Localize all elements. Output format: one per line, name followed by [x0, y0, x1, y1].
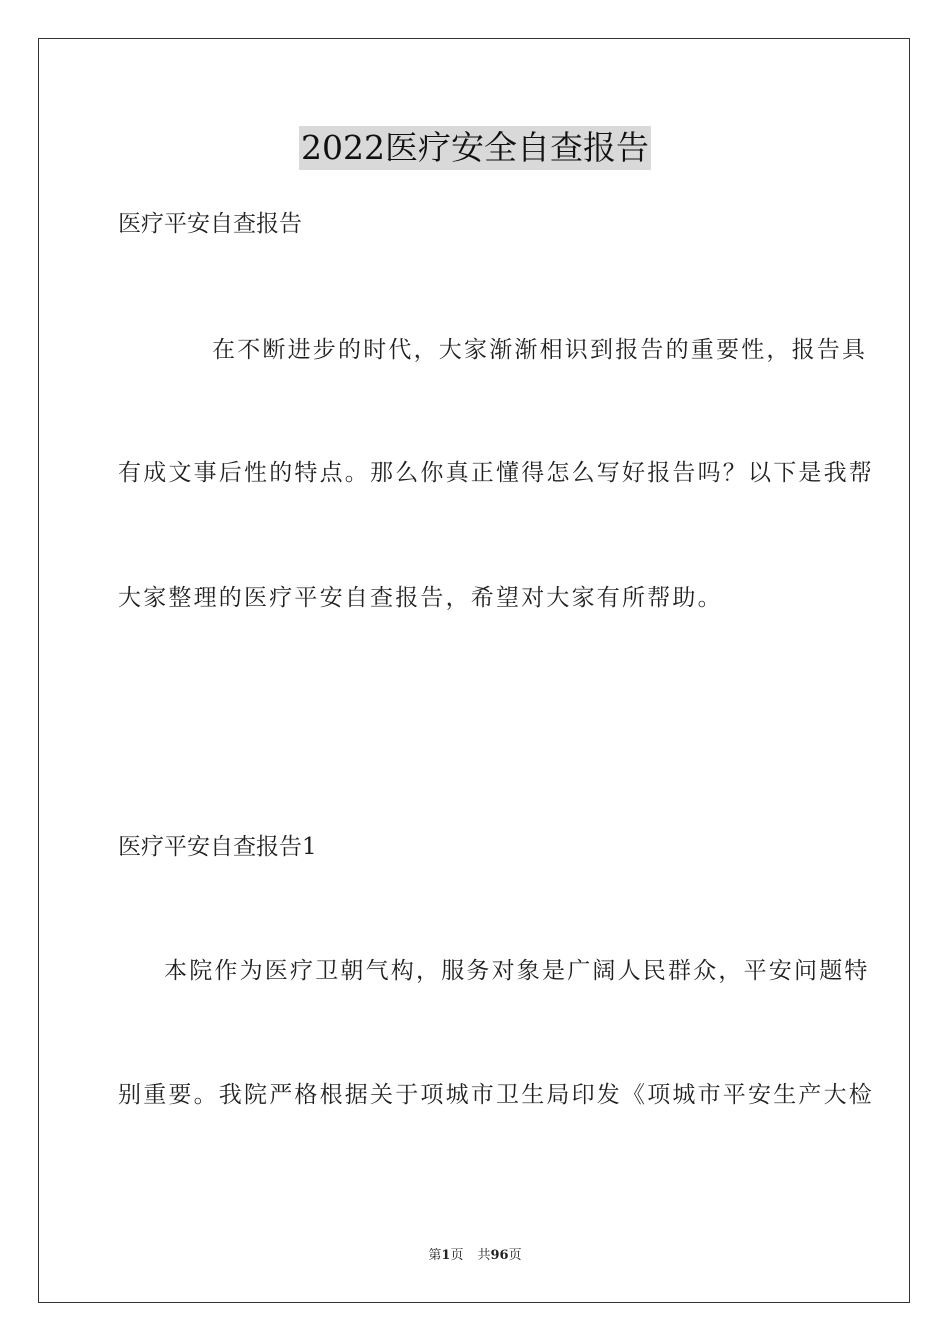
page-prefix: 第: [428, 1248, 442, 1263]
total-suffix: 页: [508, 1248, 522, 1263]
page-suffix: 页: [450, 1248, 464, 1263]
section-line-2: 别重要。我院严格根据关于项城市卫生局印发《项城市平安生产大检: [118, 1082, 874, 1108]
title-container: [0, 126, 950, 170]
total-prefix: 共: [477, 1248, 491, 1263]
document-subtitle: 医疗平安自查报告: [118, 211, 302, 237]
current-page-number: 1: [441, 1248, 451, 1263]
document-title: 2022医疗安全自查报告: [299, 126, 651, 170]
page-footer: [0, 1247, 950, 1265]
intro-line-2: 有成文事后性的特点。那么你真正懂得怎么写好报告吗？以下是我帮: [118, 460, 874, 486]
section-heading: 医疗平安自查报告1: [118, 834, 317, 860]
intro-line-3: 大家整理的医疗平安自查报告，希望对大家有所帮助。: [118, 585, 723, 611]
total-page-count: 96: [490, 1248, 509, 1263]
intro-line-1: 在不断进步的时代，大家渐渐相识到报告的重要性，报告具: [212, 337, 868, 363]
section-line-1: 本院作为医疗卫朝气构，服务对象是广阔人民群众，平安问题特: [164, 958, 870, 984]
